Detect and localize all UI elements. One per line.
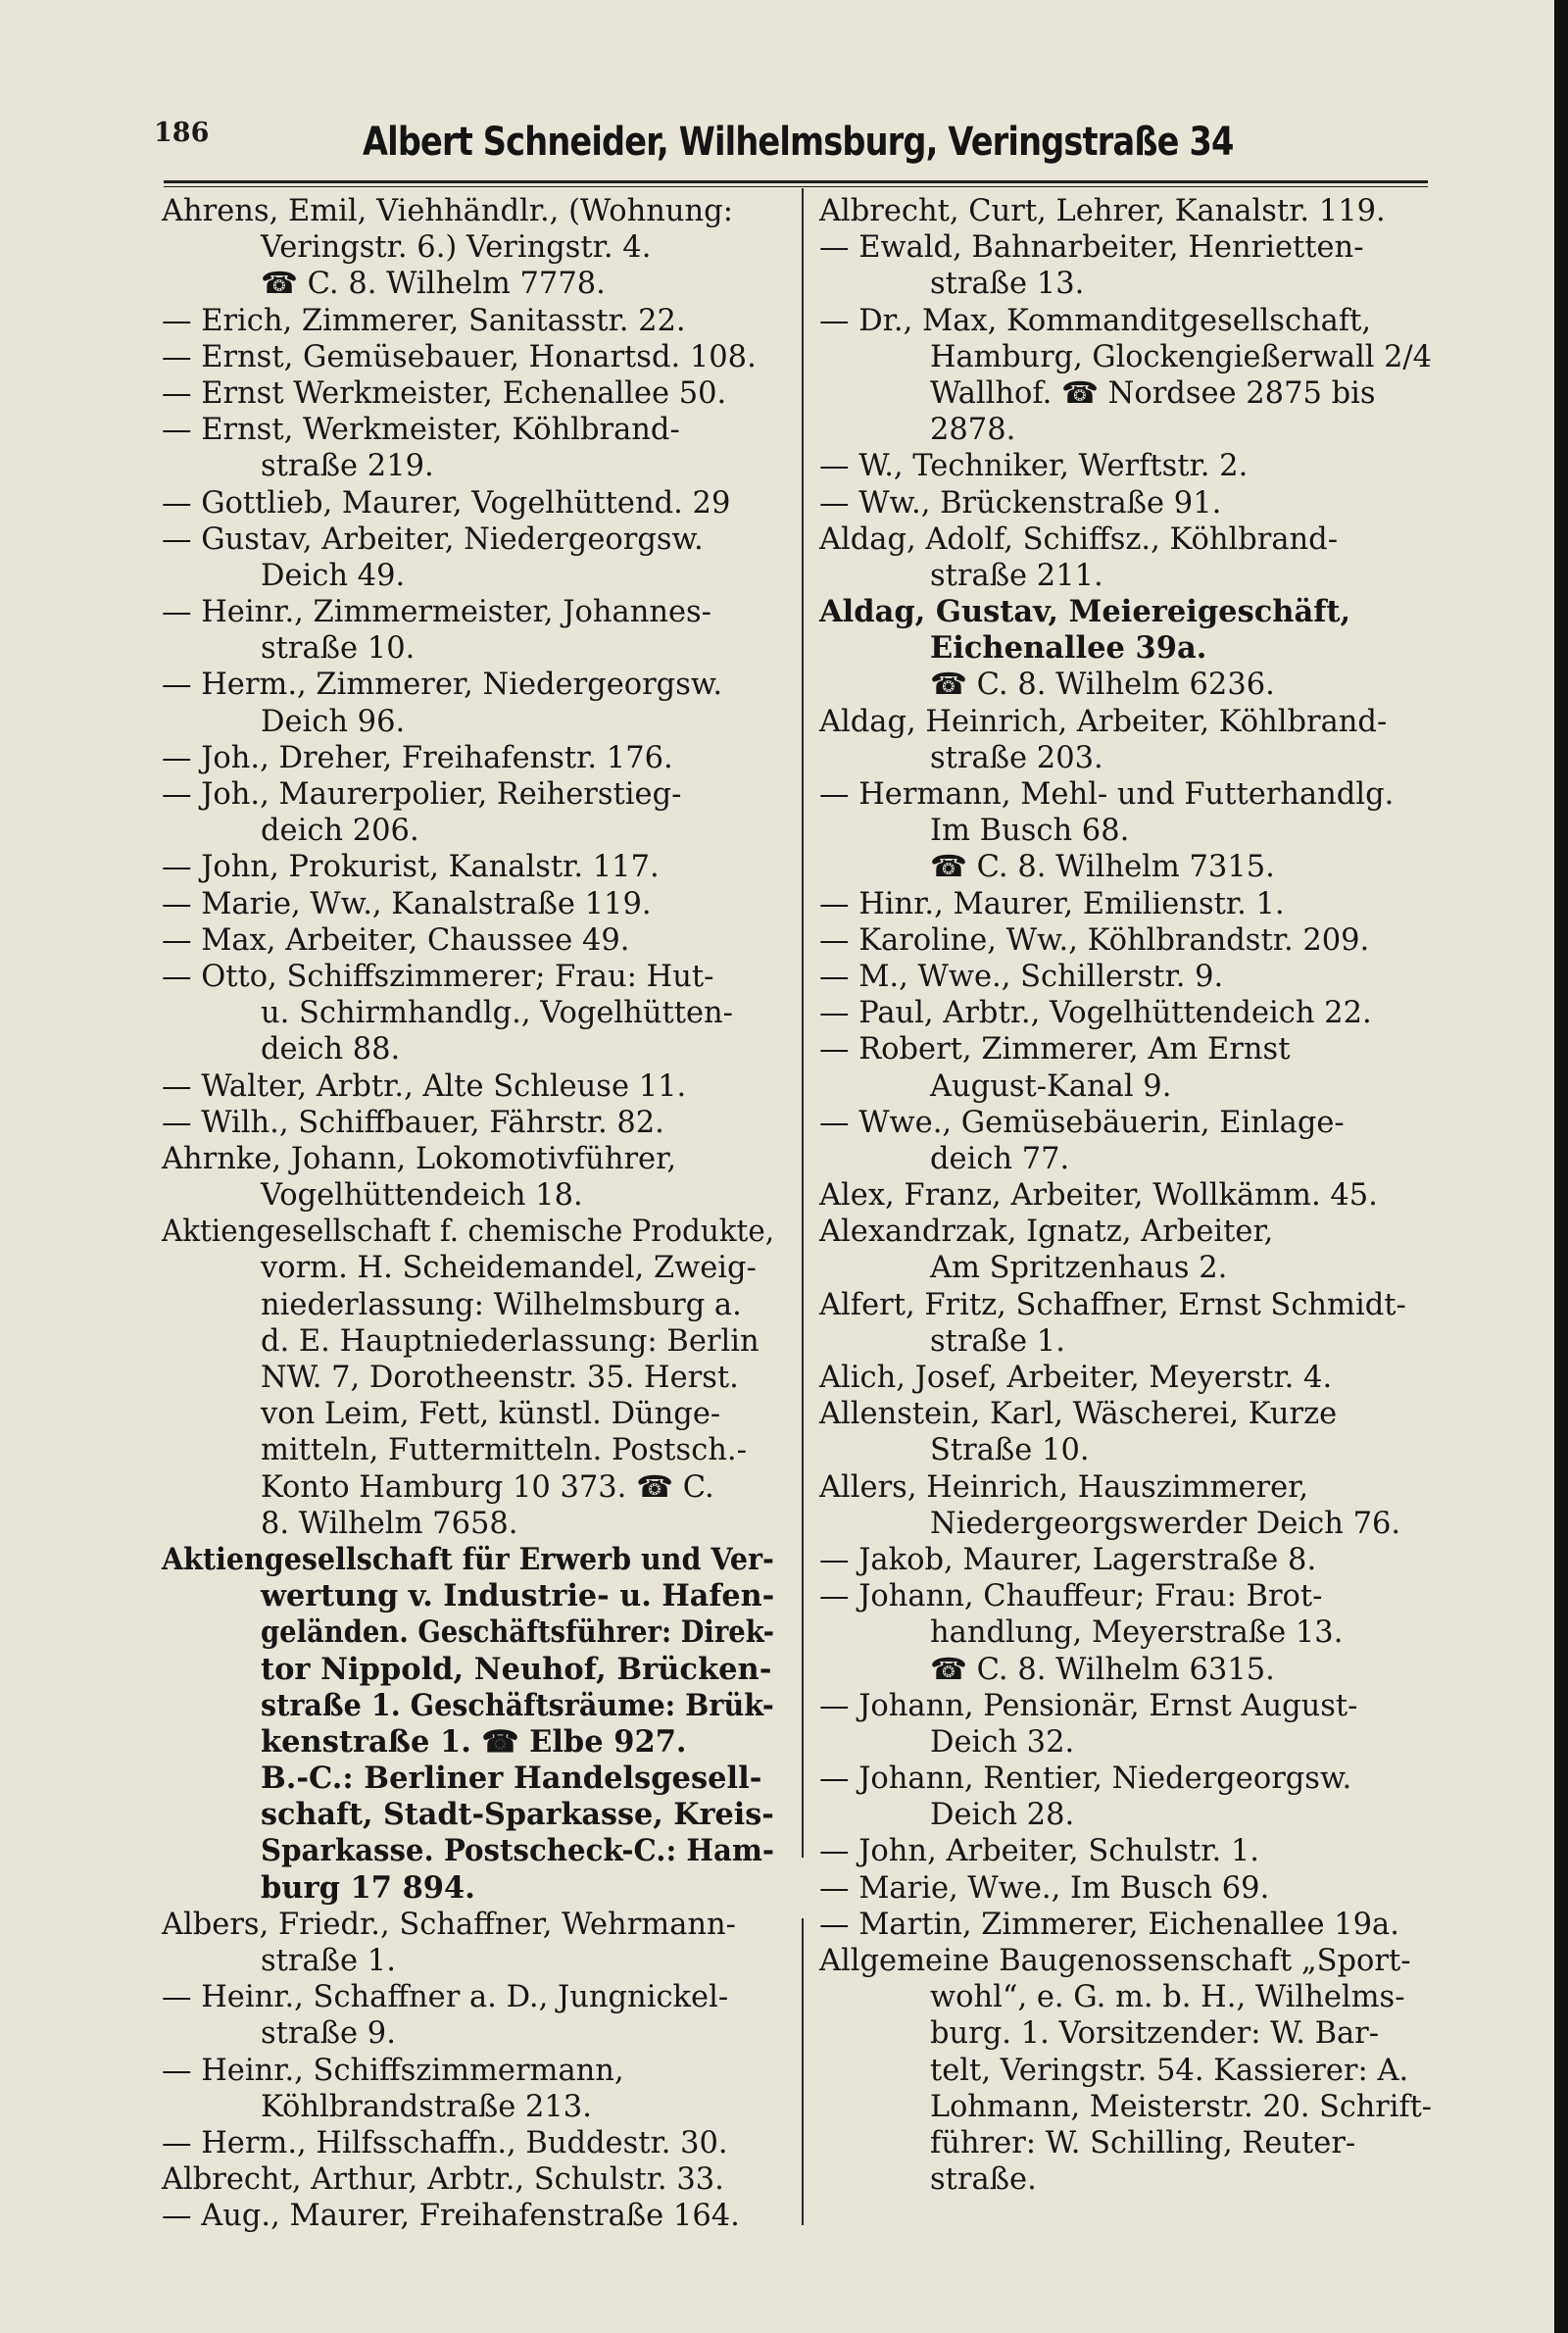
directory-line xyxy=(819,704,1446,740)
directory-line-text: Deich 96. xyxy=(261,704,406,739)
directory-line xyxy=(819,1688,1446,1724)
directory-line-text: niederlassung: Wilhelmsburg a. xyxy=(261,1287,742,1322)
directory-line xyxy=(819,1287,1446,1323)
directory-line-text: Aldag, Gustav, Meiereigeschäft, xyxy=(819,594,1351,630)
directory-line-text: wertung v. Industrie- u. Hafen- xyxy=(261,1578,775,1614)
directory-line xyxy=(819,1068,1446,1105)
directory-line xyxy=(162,229,789,266)
directory-line xyxy=(162,1396,789,1432)
directory-line xyxy=(819,1761,1446,1797)
directory-line xyxy=(819,1979,1446,2015)
directory-line xyxy=(162,1542,789,1578)
directory-line xyxy=(162,2015,789,2052)
column-divider xyxy=(802,188,804,2225)
directory-line-text: — Gottlieb, Maurer, Vogelhüttend. 29 xyxy=(162,485,731,521)
directory-line xyxy=(162,849,789,885)
header-rule-thin xyxy=(164,186,1428,187)
directory-line-text: wohl“, e. G. m. b. H., Wilhelms- xyxy=(930,1980,1405,2015)
directory-line-text: Deich 49. xyxy=(261,558,406,593)
directory-line xyxy=(162,667,789,703)
directory-line xyxy=(819,2125,1446,2161)
directory-line xyxy=(162,1724,789,1761)
directory-line-text: Albrecht, Curt, Lehrer, Kanalstr. 119. xyxy=(819,194,1386,228)
directory-line-text: straße 211. xyxy=(930,558,1103,593)
directory-line-text: — Heinr., Schaffner a. D., Jungnickel- xyxy=(162,1980,729,2015)
directory-line xyxy=(819,1177,1446,1214)
directory-line xyxy=(162,1469,789,1506)
directory-line-text: — Wwe., Gemüsebäuerin, Einlage- xyxy=(819,1105,1345,1140)
directory-line-text: von Leim, Fett, künstl. Dünge- xyxy=(261,1397,721,1432)
directory-line-text: straße 13. xyxy=(930,267,1085,302)
directory-line xyxy=(162,1979,789,2015)
directory-line xyxy=(162,959,789,995)
directory-line-text: straße 1. xyxy=(930,1323,1065,1359)
directory-line-text: Ahrens, Emil, Viehhändlr., (Wohnung: xyxy=(162,194,733,228)
directory-line xyxy=(819,1578,1446,1614)
directory-line xyxy=(162,594,789,630)
directory-line xyxy=(162,521,789,558)
directory-line-text: ☎ C. 8. Wilhelm 7315. xyxy=(930,850,1275,885)
directory-line xyxy=(819,1214,1446,1250)
directory-line-text: — Wilh., Schiffbauer, Fährstr. 82. xyxy=(162,1105,664,1140)
directory-line xyxy=(162,1797,789,1833)
directory-line xyxy=(819,1250,1446,1286)
directory-line-text: deich 77. xyxy=(930,1141,1070,1176)
directory-line xyxy=(162,266,789,302)
left-column xyxy=(162,193,789,2235)
directory-line xyxy=(819,266,1446,302)
column-divider-gap xyxy=(802,1858,804,1918)
directory-line-text: — Karoline, Ww., Köhlbrandstr. 209. xyxy=(819,922,1370,958)
directory-line xyxy=(162,1688,789,1724)
directory-line xyxy=(819,412,1446,448)
directory-line xyxy=(162,1250,789,1286)
directory-line xyxy=(162,1177,789,1214)
directory-line-text: Hamburg, Glockengießerwall 2/4 xyxy=(930,339,1432,374)
directory-line xyxy=(162,1614,789,1651)
directory-line-text: Wallhof. ☎ Nordsee 2875 bis xyxy=(930,375,1376,411)
directory-line-text: ☎ C. 8. Wilhelm 7778. xyxy=(261,267,606,302)
directory-line-text: Eichenallee 39a. xyxy=(930,630,1207,667)
directory-line-text: — Johann, Rentier, Niedergeorgsw. xyxy=(819,1762,1352,1797)
directory-line-text: Aktiengesellschaft für Erwerb und Ver- xyxy=(162,1541,774,1577)
directory-line-text: 2878. xyxy=(930,413,1016,448)
directory-line-text: Alexandrzak, Ignatz, Arbeiter, xyxy=(819,1215,1274,1250)
directory-line xyxy=(819,1724,1446,1761)
directory-line xyxy=(162,1907,789,1943)
directory-line xyxy=(162,1360,789,1396)
directory-line xyxy=(819,959,1446,995)
directory-line-text: d. E. Hauptniederlassung: Berlin xyxy=(261,1323,760,1359)
directory-line-text: — Marie, Ww., Kanalstraße 119. xyxy=(162,886,652,921)
directory-line-text: Niedergeorgswerder Deich 76. xyxy=(930,1506,1401,1541)
directory-line xyxy=(162,2053,789,2089)
directory-line xyxy=(819,193,1446,229)
directory-line xyxy=(162,995,789,1031)
directory-line xyxy=(819,995,1446,1031)
directory-line-text: — Hermann, Mehl- und Futterhandlg. xyxy=(819,777,1395,812)
directory-line-text: straße. xyxy=(930,2162,1037,2198)
directory-line-text: straße 203. xyxy=(930,740,1103,775)
directory-line-text: Vogelhüttendeich 18. xyxy=(261,1178,583,1214)
directory-line xyxy=(819,922,1446,959)
directory-line xyxy=(819,1797,1446,1833)
directory-line-text: — Gustav, Arbeiter, Niedergeorgsw. xyxy=(162,521,704,557)
directory-line xyxy=(162,2161,789,2198)
directory-line-text: — Martin, Zimmerer, Eichenallee 19a. xyxy=(819,1907,1399,1942)
directory-line xyxy=(819,303,1446,339)
directory-line-text: kenstraße 1. ☎ Elbe 927. xyxy=(261,1723,687,1760)
directory-line-text: — Erich, Zimmerer, Sanitasstr. 22. xyxy=(162,303,686,338)
directory-line xyxy=(819,2015,1446,2052)
directory-line-text: NW. 7, Dorotheenstr. 35. Herst. xyxy=(261,1361,739,1395)
scan-edge xyxy=(1554,0,1568,2333)
directory-line xyxy=(819,1141,1446,1177)
directory-line xyxy=(819,1360,1446,1396)
directory-line-text: Allers, Heinrich, Hauszimmerer, xyxy=(819,1469,1309,1505)
directory-line xyxy=(819,1506,1446,1542)
directory-line xyxy=(819,740,1446,776)
directory-line-text: burg. 1. Vorsitzender: W. Bar- xyxy=(930,2016,1380,2052)
directory-line xyxy=(162,776,789,813)
directory-line-text: — Heinr., Zimmermeister, Johannes- xyxy=(162,595,711,630)
directory-line xyxy=(819,813,1446,849)
directory-line-text: Ahrnke, Johann, Lokomotivführer, xyxy=(162,1141,677,1176)
running-head: Albert Schneider, Wilhelmsburg, Veringstraße 34 xyxy=(363,120,1234,165)
directory-line-text: ☎ C. 8. Wilhelm 6315. xyxy=(930,1652,1275,1687)
directory-line-text: — John, Prokurist, Kanalstr. 117. xyxy=(162,850,660,885)
directory-line-text: deich 88. xyxy=(261,1032,401,1067)
directory-line xyxy=(162,1578,789,1614)
directory-line xyxy=(162,558,789,594)
directory-line-text: — Max, Arbeiter, Chaussee 49. xyxy=(162,922,630,958)
directory-line xyxy=(162,485,789,521)
directory-line xyxy=(162,740,789,776)
directory-line xyxy=(162,339,789,375)
directory-line-text: straße 1. xyxy=(261,1944,396,1978)
directory-line xyxy=(819,339,1446,375)
directory-line-text: Alex, Franz, Arbeiter, Wollkämm. 45. xyxy=(819,1178,1378,1214)
directory-line xyxy=(819,1031,1446,1067)
directory-line-text: burg 17 894. xyxy=(261,1869,475,1906)
directory-line xyxy=(162,1031,789,1067)
directory-line-text: Allenstein, Karl, Wäscherei, Kurze xyxy=(819,1397,1338,1432)
directory-line-text: — Robert, Zimmerer, Am Ernst xyxy=(819,1032,1291,1067)
directory-line-text: — Joh., Maurerpolier, Reiherstieg- xyxy=(162,777,682,812)
directory-line xyxy=(162,193,789,229)
directory-line-text: telt, Veringstr. 54. Kassierer: A. xyxy=(930,2053,1409,2088)
directory-line-text: straße 9. xyxy=(261,2016,396,2052)
directory-line-text: — Aug., Maurer, Freihafenstraße 164. xyxy=(162,2199,740,2234)
directory-line xyxy=(162,1214,789,1250)
directory-line-text: Lohmann, Meisterstr. 20. Schrift- xyxy=(930,2089,1433,2124)
directory-line-text: straße 10. xyxy=(261,631,416,667)
directory-line-text: — Hinr., Maurer, Emilienstr. 1. xyxy=(819,886,1285,921)
directory-line-text: deich 206. xyxy=(261,814,419,849)
directory-line xyxy=(162,448,789,484)
directory-line-text: 8. Wilhelm 7658. xyxy=(261,1506,518,1541)
directory-line xyxy=(819,1396,1446,1432)
directory-line xyxy=(162,2198,789,2234)
directory-line xyxy=(819,776,1446,813)
directory-line-text: — W., Techniker, Werftstr. 2. xyxy=(819,449,1249,484)
directory-line xyxy=(819,1833,1446,1869)
directory-line-text: führer: W. Schilling, Reuter- xyxy=(930,2125,1356,2160)
right-column xyxy=(819,193,1446,2198)
directory-line-text: — Ernst, Gemüsebauer, Honartsd. 108. xyxy=(162,339,757,374)
directory-line xyxy=(162,922,789,959)
directory-line-text: Alfert, Fritz, Schaffner, Ernst Schmidt- xyxy=(819,1287,1406,1322)
directory-line-text: — Dr., Max, Kommanditgesellschaft, xyxy=(819,303,1372,338)
directory-line xyxy=(819,1870,1446,1907)
directory-line-text: handlung, Meyerstraße 13. xyxy=(930,1615,1344,1651)
directory-line-text: Straße 10. xyxy=(930,1433,1090,1468)
directory-line xyxy=(819,630,1446,667)
directory-line xyxy=(162,1506,789,1542)
page-number: 186 xyxy=(154,118,210,148)
directory-line xyxy=(819,2053,1446,2089)
directory-line xyxy=(819,2161,1446,2198)
directory-line-text: schaft, Stadt-Sparkasse, Kreis- xyxy=(261,1797,774,1833)
directory-line xyxy=(162,1323,789,1360)
directory-line-text: straße 1. Geschäftsräume: Brük- xyxy=(261,1687,774,1723)
directory-line xyxy=(162,2125,789,2161)
directory-line xyxy=(819,1907,1446,1943)
directory-line xyxy=(819,485,1446,521)
directory-line-text: — Heinr., Schiffszimmermann, xyxy=(162,2053,624,2088)
directory-line-text: — Otto, Schiffszimmerer; Frau: Hut- xyxy=(162,959,714,994)
directory-line-text: Aktiengesellschaft f. chemische Produkte, xyxy=(162,1215,775,1250)
directory-line-text: — Ewald, Bahnarbeiter, Henrietten- xyxy=(819,230,1364,266)
directory-line xyxy=(819,558,1446,594)
directory-line-text: vorm. H. Scheidemandel, Zweig- xyxy=(261,1251,757,1286)
directory-line xyxy=(162,375,789,412)
directory-line-text: Allgemeine Baugenossenschaft „Sport- xyxy=(819,1944,1411,1978)
directory-line-text: — Johann, Chauffeur; Frau: Brot- xyxy=(819,1579,1323,1614)
directory-line xyxy=(819,667,1446,703)
directory-line xyxy=(162,1833,789,1869)
directory-line xyxy=(819,2089,1446,2125)
directory-line-text: — Herm., Hilfsschaffn., Buddestr. 30. xyxy=(162,2125,728,2160)
directory-line xyxy=(819,1943,1446,1979)
directory-line-text: Im Busch 68. xyxy=(930,814,1130,849)
directory-line xyxy=(162,813,789,849)
directory-line xyxy=(162,1432,789,1468)
directory-line xyxy=(819,594,1446,630)
directory-line-text: Veringstr. 6.) Veringstr. 4. xyxy=(261,230,652,266)
directory-line-text: Alich, Josef, Arbeiter, Meyerstr. 4. xyxy=(819,1361,1333,1395)
directory-line-text: Sparkasse. Postscheck-C.: Ham- xyxy=(261,1833,775,1869)
directory-line xyxy=(819,1652,1446,1688)
header-rule-thick xyxy=(164,180,1428,183)
directory-line-text: August-Kanal 9. xyxy=(930,1068,1172,1104)
directory-line-text: — M., Wwe., Schillerstr. 9. xyxy=(819,959,1224,994)
directory-line-text: mitteln, Futtermitteln. Postsch.- xyxy=(261,1433,747,1468)
directory-line xyxy=(819,448,1446,484)
directory-line xyxy=(162,412,789,448)
directory-line xyxy=(162,1870,789,1907)
directory-line xyxy=(819,375,1446,412)
directory-line-text: ☎ C. 8. Wilhelm 6236. xyxy=(930,668,1275,703)
directory-line xyxy=(819,1469,1446,1506)
directory-line-text: geländen. Geschäftsführer: Direk- xyxy=(261,1614,775,1651)
directory-line-text: straße 219. xyxy=(261,449,434,484)
directory-line-text: — Ernst Werkmeister, Echenallee 50. xyxy=(162,375,727,411)
directory-line-text: Albrecht, Arthur, Arbtr., Schulstr. 33. xyxy=(162,2162,724,2198)
directory-line-text: — Paul, Arbtr., Vogelhüttendeich 22. xyxy=(819,996,1372,1031)
directory-line-text: Deich 32. xyxy=(930,1724,1075,1760)
directory-line xyxy=(162,1943,789,1979)
directory-line-text: — Marie, Wwe., Im Busch 69. xyxy=(819,1870,1270,1906)
directory-line-text: — Herm., Zimmerer, Niedergeorgsw. xyxy=(162,668,723,703)
directory-line-text: u. Schirmhandlg., Vogelhütten- xyxy=(261,996,733,1031)
directory-line xyxy=(819,849,1446,885)
directory-line xyxy=(819,886,1446,922)
directory-line xyxy=(162,2089,789,2125)
directory-line-text: Aldag, Heinrich, Arbeiter, Köhlbrand- xyxy=(819,704,1388,739)
directory-line xyxy=(819,1105,1446,1141)
directory-line-text: Albers, Friedr., Schaffner, Wehrmann- xyxy=(162,1907,736,1942)
directory-line-text: Deich 28. xyxy=(930,1798,1075,1833)
directory-line xyxy=(162,1105,789,1141)
directory-line xyxy=(819,1323,1446,1360)
directory-line xyxy=(162,630,789,667)
directory-line-text: — Walter, Arbtr., Alte Schleuse 11. xyxy=(162,1068,687,1104)
directory-line-text: tor Nippold, Neuhof, Brücken- xyxy=(261,1651,772,1687)
directory-line xyxy=(162,1287,789,1323)
directory-line xyxy=(819,1432,1446,1468)
directory-line-text: — Johann, Pensionär, Ernst August- xyxy=(819,1688,1358,1723)
directory-line xyxy=(162,886,789,922)
directory-line-text: — Jakob, Maurer, Lagerstraße 8. xyxy=(819,1542,1317,1577)
directory-line xyxy=(819,521,1446,558)
directory-line-text: Am Spritzenhaus 2. xyxy=(930,1251,1228,1286)
directory-line xyxy=(162,1652,789,1688)
directory-line xyxy=(162,303,789,339)
directory-line xyxy=(162,1068,789,1105)
directory-line-text: — Ernst, Werkmeister, Köhlbrand- xyxy=(162,413,680,448)
directory-line xyxy=(162,704,789,740)
directory-line xyxy=(819,1542,1446,1578)
directory-line-text: B.-C.: Berliner Handelsgesell- xyxy=(261,1761,762,1797)
directory-line-text: Konto Hamburg 10 373. ☎ C. xyxy=(261,1469,714,1505)
directory-line xyxy=(819,1614,1446,1651)
directory-line-text: — John, Arbeiter, Schulstr. 1. xyxy=(819,1834,1259,1869)
directory-line xyxy=(819,229,1446,266)
directory-line-text: Aldag, Adolf, Schiffsz., Köhlbrand- xyxy=(819,521,1338,557)
directory-line xyxy=(162,1761,789,1797)
directory-line xyxy=(162,1141,789,1177)
directory-line-text: Köhlbrandstraße 213. xyxy=(261,2089,592,2124)
directory-line-text: — Joh., Dreher, Freihafenstr. 176. xyxy=(162,740,673,775)
directory-line-text: — Ww., Brückenstraße 91. xyxy=(819,485,1222,521)
